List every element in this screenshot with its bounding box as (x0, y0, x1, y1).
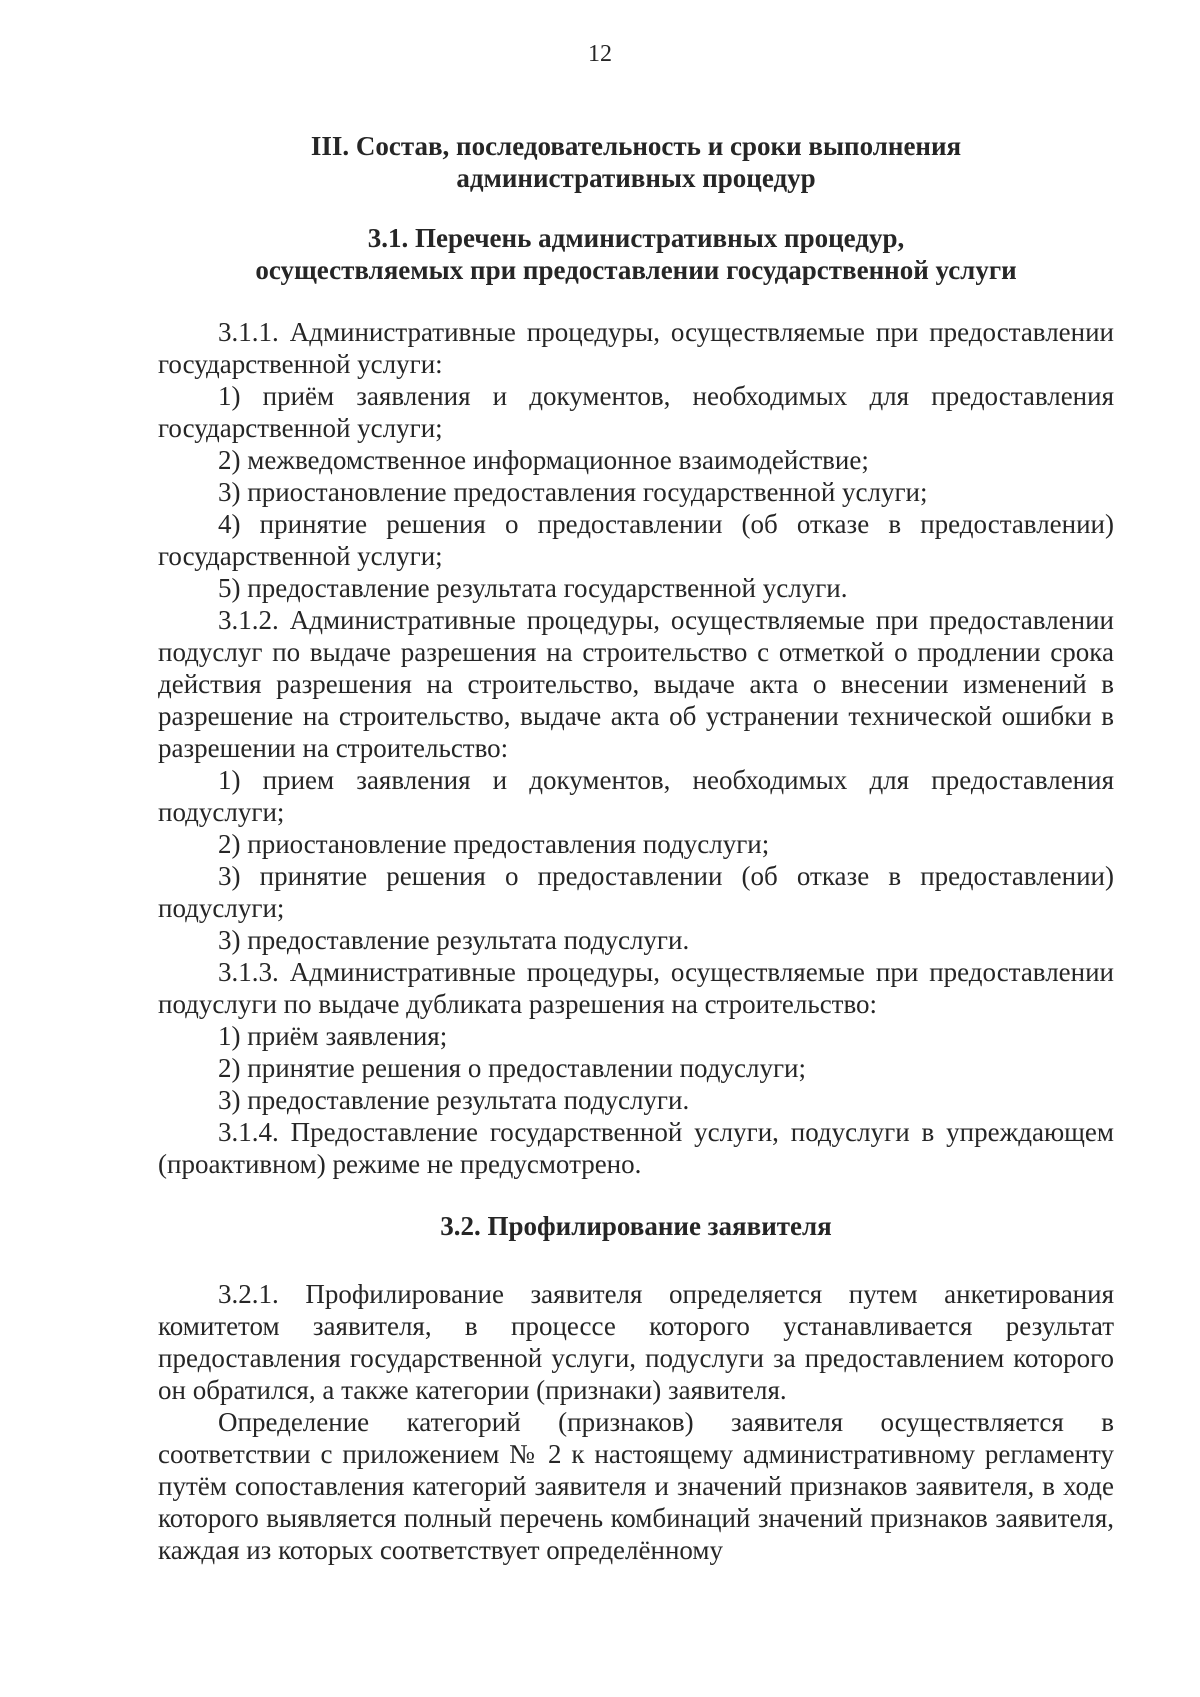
subsection-3-1-heading-line1: 3.1. Перечень административных процедур, (367, 223, 905, 253)
section-heading (158, 130, 1114, 194)
list-item-3-1-1-3: 3) приостановление предоставления государственной услуги; (218, 477, 928, 507)
page-number: 12 (588, 41, 612, 67)
list-item-3-1-1-2: 2) межведомственное информационное взаимодействие; (218, 445, 869, 475)
document-body (158, 130, 1114, 1566)
list-item-3-1-2-2: 2) приостановление предоставления подуслуги; (218, 829, 770, 859)
list-item-3-1-1-1: 1) приём заявления и документов, необходимых для предоставления государственной услуги; (158, 381, 1114, 443)
subsection-3-1-heading-line2: осуществляемых при предоставлении государственной услуги (255, 255, 1017, 285)
paragraph-3-1-1: 3.1.1. Административные процедуры, осуществляемые при предоставлении государственной услуги: (158, 317, 1114, 379)
paragraph-3-1-3: 3.1.3. Административные процедуры, осуществляемые при предоставлении подуслуги по выдаче дубликата разрешения на строительство: (158, 957, 1114, 1019)
list-item-3-1-2-1: 1) прием заявления и документов, необходимых для предоставления подуслуги; (158, 765, 1114, 827)
paragraph-3-1-2: 3.1.2. Административные процедуры, осуществляемые при предоставлении подуслуг по выдаче разрешения на строительство с отметкой о продлении срока действия разрешения на строительство, выдаче акта о внесении изменений в разрешение на строительство, выдаче акта об устранении технической ошибки в разрешении на строительство: (158, 605, 1114, 763)
section-heading-line2: административных процедур (456, 163, 816, 193)
list-item-3-1-2-4: 3) предоставление результата подуслуги. (218, 925, 690, 955)
list-item-3-1-3-2: 2) принятие решения о предоставлении подуслуги; (218, 1053, 806, 1083)
paragraph-3-1-4: 3.1.4. Предоставление государственной услуги, подуслуги в упреждающем (проактивном) режиме не предусмотрено. (158, 1117, 1114, 1179)
paragraph-3-2-1: 3.2.1. Профилирование заявителя определяется путем анкетирования комитетом заявителя, в процессе которого устанавливается результат предоставления государственной услуги, подуслуги за предоставлением которого он обратился, а также категории (признаки) заявителя. (158, 1279, 1114, 1405)
list-item-3-1-1-4: 4) принятие решения о предоставлении (об отказе в предоставлении) государственной услуги; (158, 509, 1114, 571)
subsection-3-2-heading: 3.2. Профилирование заявителя (440, 1211, 832, 1241)
list-item-3-1-1-5: 5) предоставление результата государственной услуги. (218, 573, 848, 603)
list-item-3-1-3-1: 1) приём заявления; (218, 1021, 448, 1051)
list-item-3-1-3-3: 3) предоставление результата подуслуги. (218, 1085, 690, 1115)
subsection-3-1-heading (158, 222, 1114, 286)
section-heading-line1: III. Состав, последовательность и сроки выполнения (310, 131, 962, 161)
paragraph-3-2-1-continued: Определение категорий (признаков) заявителя осуществляется в соответствии с приложением № 2 к настоящему административному регламенту путём сопоставления категорий заявителя и значений признаков заявителя, в ходе которого выявляется полный перечень комбинаций значений признаков заявителя, каждая из которых соответствует определённому (158, 1407, 1114, 1565)
list-item-3-1-2-3: 3) принятие решения о предоставлении (об отказе в предоставлении) подуслуги; (158, 861, 1114, 923)
